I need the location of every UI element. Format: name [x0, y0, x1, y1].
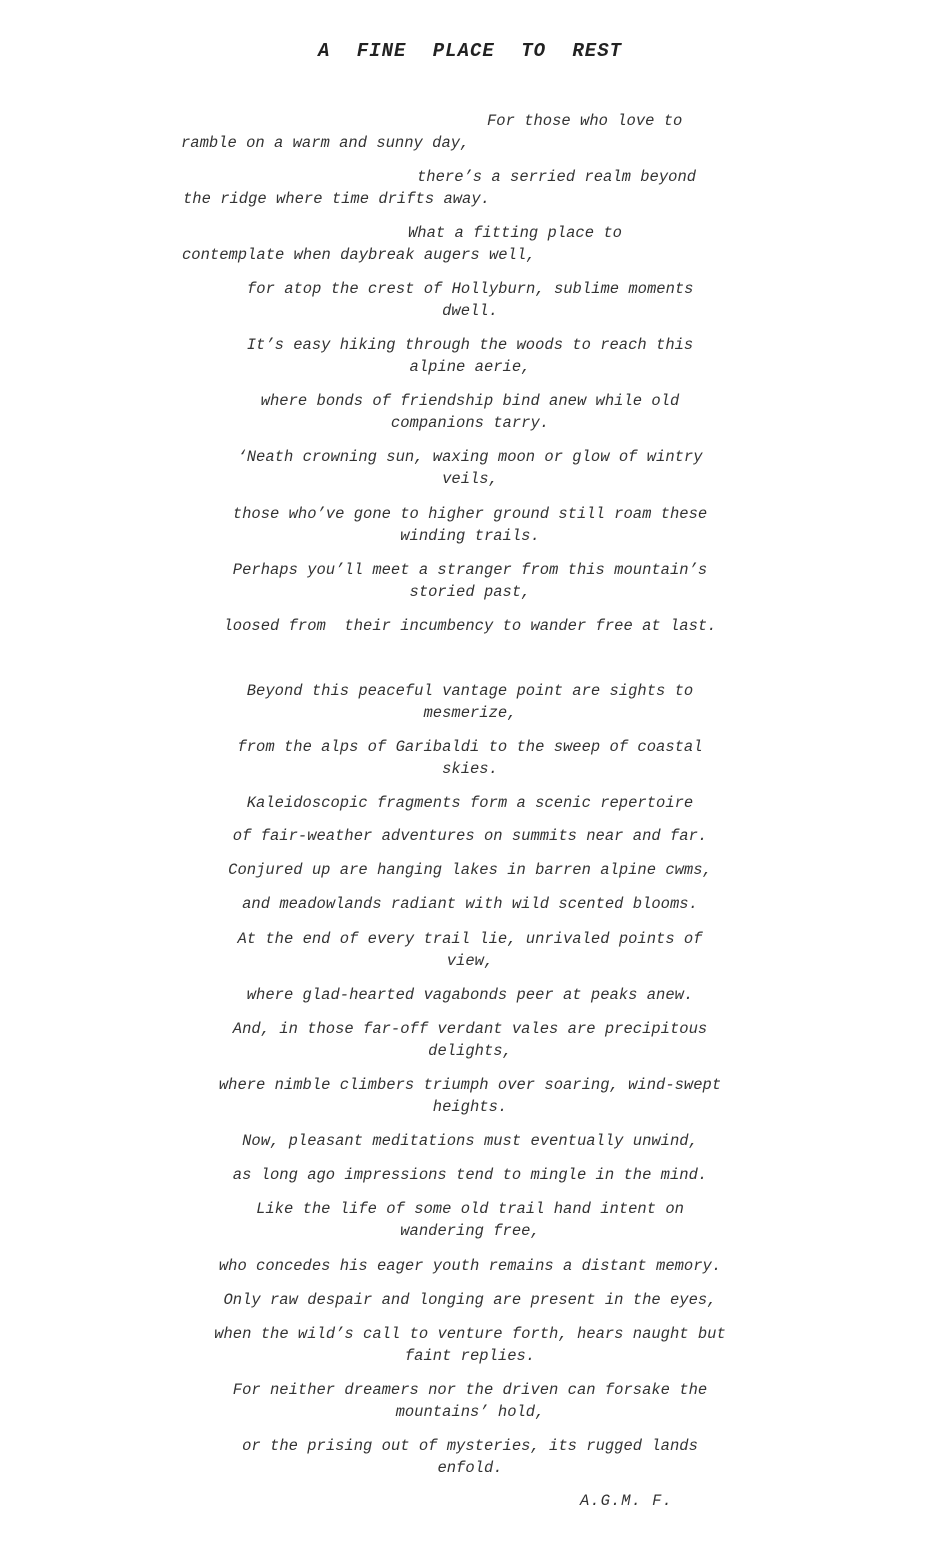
- poem-line: Like the life of some old trail hand intent on: [256, 1200, 684, 1218]
- poem-line: What a fitting place to: [408, 224, 622, 242]
- poem-line: there’s a serried realm beyond: [417, 168, 697, 186]
- poem-line: mountains’ hold,: [395, 1403, 545, 1421]
- poem-line: delights,: [428, 1042, 512, 1060]
- poem-line: heights.: [432, 1098, 508, 1116]
- poem-line: Kaleidoscopic fragments form a scenic repertoire: [246, 794, 694, 812]
- poem-line: of fair-weather adventures on summits near and far.: [232, 827, 708, 845]
- poem-line: winding trails.: [400, 527, 540, 545]
- poem-line: alpine aerie,: [409, 358, 531, 376]
- poem-line: contemplate when daybreak augers well,: [182, 246, 536, 264]
- poem-line: and meadowlands radiant with wild scented blooms.: [242, 895, 698, 913]
- poem-line: Beyond this peaceful vantage point are sights to: [246, 682, 694, 700]
- poem-line: At the end of every trail lie, unrivaled points of: [237, 930, 703, 948]
- poem-line: And, in those far-off verdant vales are precipitous: [232, 1020, 708, 1038]
- poem-line: as long ago impressions tend to mingle in the mind.: [232, 1166, 708, 1184]
- poem-title: A FINE PLACE TO REST: [317, 40, 623, 62]
- poem-line: loosed from their incumbency to wander free at last.: [223, 617, 717, 635]
- poem-line: from the alps of Garibaldi to the sweep of coastal: [237, 738, 703, 756]
- poem-line: Conjured up are hanging lakes in barren alpine cwms,: [228, 861, 712, 879]
- poem-line: It’s easy hiking through the woods to reach this: [246, 336, 694, 354]
- poem-line: enfold.: [437, 1459, 503, 1477]
- poem-line: view,: [446, 952, 494, 970]
- poem-line: for atop the crest of Hollyburn, sublime moments: [247, 280, 694, 298]
- poem-line: the ridge where time drifts away.: [183, 190, 490, 208]
- poem-line: faint replies.: [404, 1347, 536, 1365]
- poem-line: Only raw despair and longing are present in the eyes,: [223, 1291, 717, 1309]
- poem-line: For those who love to: [487, 112, 683, 130]
- poem-line: where nimble climbers triumph over soaring, wind-swept: [218, 1076, 722, 1094]
- poem-line: mesmerize,: [423, 704, 517, 722]
- poem-line: those who’ve gone to higher ground still roam these: [232, 505, 708, 523]
- poem-line: ramble on a warm and sunny day,: [181, 134, 470, 152]
- poem-line: who concedes his eager youth remains a distant memory.: [218, 1257, 722, 1275]
- poem-line: dwell.: [442, 302, 498, 320]
- poem-line: where glad-hearted vagabonds peer at peaks anew.: [246, 986, 694, 1004]
- poem-line: skies.: [442, 760, 498, 778]
- poem-line: Now, pleasant meditations must eventually unwind,: [242, 1132, 698, 1150]
- poem-line: or the prising out of mysteries, its rugged lands: [242, 1437, 698, 1455]
- poem-line: companions tarry.: [390, 414, 550, 432]
- poem-line: Perhaps you’ll meet a stranger from this mountain’s: [232, 561, 708, 579]
- poem-line: when the wild’s call to venture forth, hears naught but: [214, 1325, 726, 1343]
- poem-line: where bonds of friendship bind anew while old: [260, 392, 680, 410]
- poem-line: For neither dreamers nor the driven can forsake the: [232, 1381, 708, 1399]
- poem-line: veils,: [442, 470, 498, 488]
- author-signature: A.G.M. F.: [580, 1492, 673, 1510]
- poem-line: storied past,: [409, 583, 531, 601]
- poem-line: ‘Neath crowning sun, waxing moon or glow of wintry: [237, 448, 703, 466]
- poem-line: wandering free,: [400, 1222, 540, 1240]
